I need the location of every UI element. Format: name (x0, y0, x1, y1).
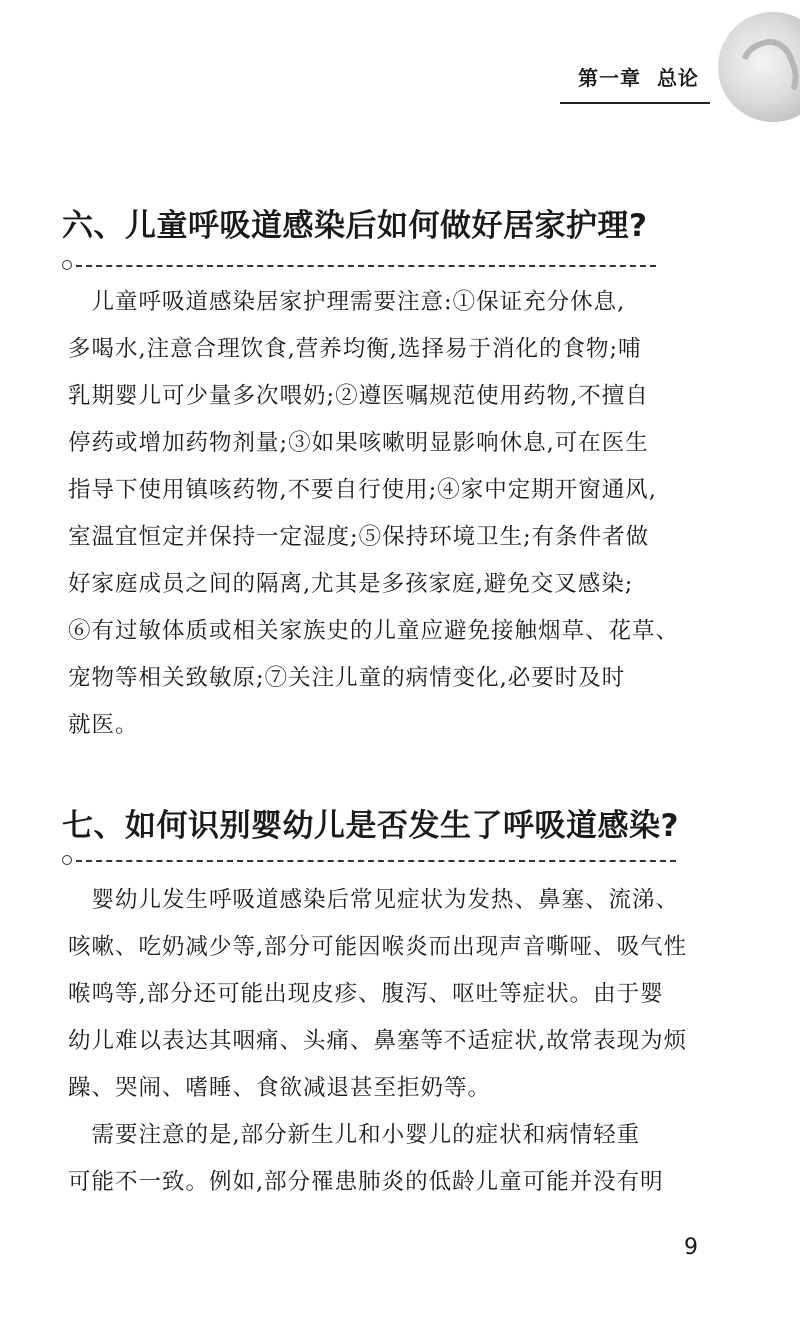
paragraph-line: 躁、哭闹、嗜睡、食欲减退甚至拒奶等。 (68, 1075, 492, 1101)
paragraph-line: 婴幼儿发生呼吸道感染后常见症状为发热、鼻塞、流涕、 (68, 887, 680, 913)
page-number: 9 (684, 1235, 698, 1260)
paragraph-line: 停药或增加药物剂量;③如果咳嗽明显影响休息,可在医生 (68, 430, 649, 456)
paragraph-line: 好家庭成员之间的隔离,尤其是多孩家庭,避免交叉感染; (68, 571, 634, 597)
section-title-7: 七、如何识别婴幼儿是否发生了呼吸道感染? (62, 808, 679, 844)
section-title-6: 六、儿童呼吸道感染后如何做好居家护理? (62, 208, 648, 244)
running-header-text (578, 62, 699, 91)
paragraph-line: 咳嗽、吃奶减少等,部分可能因喉炎而出现声音嘶哑、吸气性 (68, 934, 688, 960)
divider-dash (76, 860, 676, 862)
paragraph-line: 室温宜恒定并保持一定湿度;⑤保持环境卫生;有条件者做 (68, 524, 650, 550)
paragraph-line: 儿童呼吸道感染居家护理需要注意:①保证充分休息, (68, 289, 626, 315)
divider-dot (62, 260, 72, 270)
chapter-label: 第一章 (578, 66, 641, 90)
section-label: 总论 (656, 66, 699, 90)
section-divider-6 (62, 260, 662, 272)
running-header (560, 56, 710, 104)
paragraph-line: 需要注意的是,部分新生儿和小婴儿的症状和病情轻重 (68, 1122, 641, 1148)
paragraph-line: 宠物等相关致敏原;⑦关注儿童的病情变化,必要时及时 (68, 665, 626, 691)
paragraph-line: 幼儿难以表达其咽痛、头痛、鼻塞等不适症状,故常表现为烦 (68, 1028, 688, 1054)
paragraph-line: 可能不一致。例如,部分罹患肺炎的低龄儿童可能并没有明 (68, 1169, 664, 1195)
paragraph-line: 指导下使用镇咳药物,不要自行使用;④家中定期开窗通风, (68, 477, 657, 503)
paragraph-line: 乳期婴儿可少量多次喂奶;②遵医嘱规范使用药物,不擅自 (68, 383, 649, 409)
paragraph-line: ⑥有过敏体质或相关家族史的儿童应避免接触烟草、花草、 (68, 618, 680, 644)
paragraph-line: 就医。 (68, 712, 139, 738)
divider-dash (76, 265, 656, 267)
paragraph-line: 喉鸣等,部分还可能出现皮疹、腹泻、呕吐等症状。由于婴 (68, 981, 664, 1007)
paragraph-line: 多喝水,注意合理饮食,营养均衡,选择易于消化的食物;哺 (68, 336, 642, 362)
divider-dot (62, 855, 72, 865)
section-divider-7 (62, 855, 682, 867)
